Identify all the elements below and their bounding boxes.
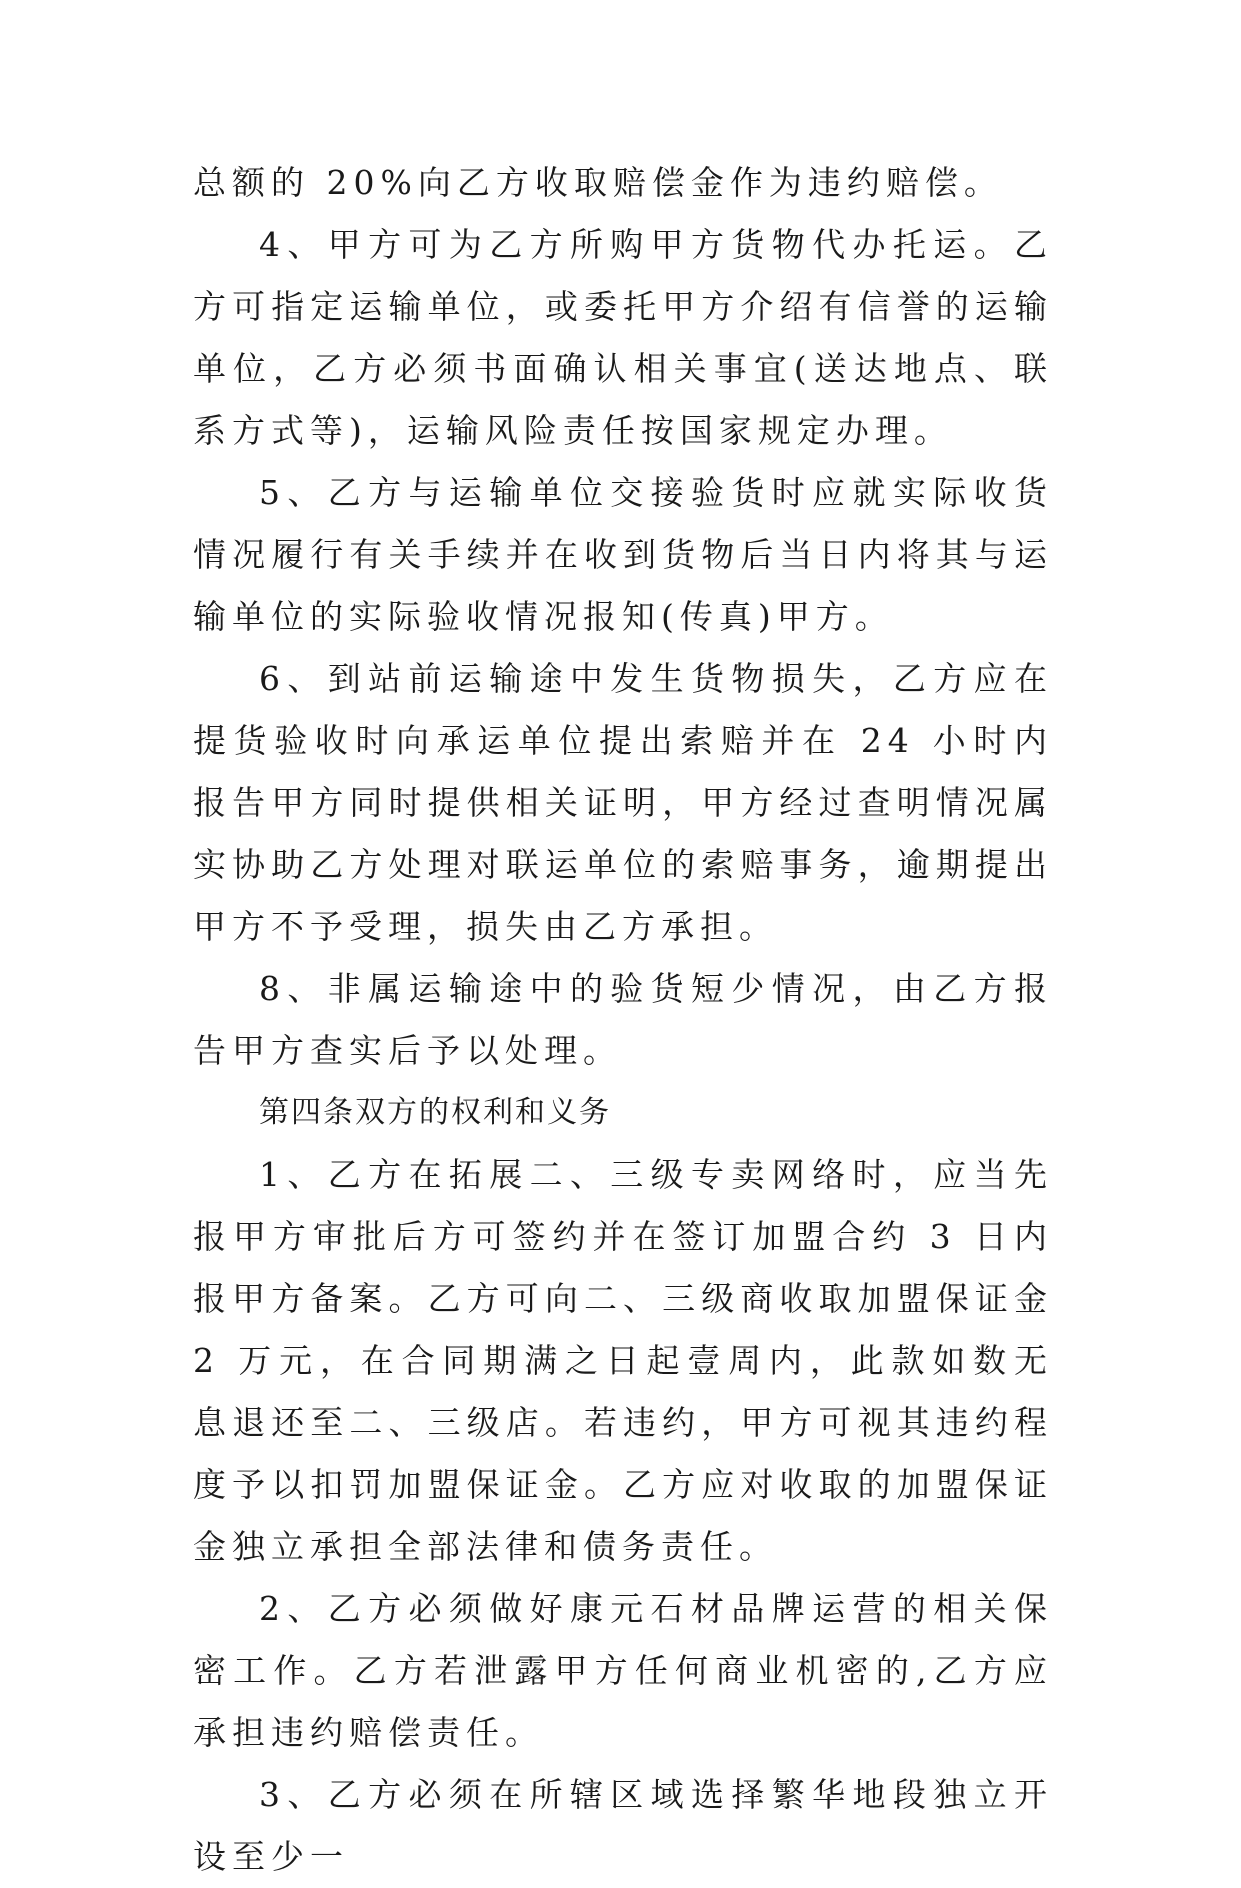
document-body bbox=[193, 152, 1053, 1888]
paragraph-article4-clause-1: 1、乙方在拓展二、三级专卖网络时，应当先报甲方审批后方可签约并在签订加盟合约 3 日内报甲方备案。乙方可向二、三级商收取加盟保证金 2 万元，在合同期满之日起壹周内，此款如数无息退还至二、三级店。若违约，甲方可视其违约程度予以扣罚加盟保证金。乙方应对收取的加盟保证金独立承担全部法律和债务责任。 bbox=[193, 1155, 1053, 1566]
paragraph-continuation: 总额的 20%向乙方收取赔偿金作为违约赔偿。 bbox=[193, 163, 1003, 202]
paragraph-clause-4: 4、甲方可为乙方所购甲方货物代办托运。乙方可指定运输单位，或委托甲方介绍有信誉的运输单位，乙方必须书面确认相关事宜(送达地点、联系方式等)，运输风险责任按国家规定办理。 bbox=[193, 225, 1053, 450]
paragraph-clause-8: 8、非属运输途中的验货短少情况，由乙方报告甲方查实后予以处理。 bbox=[193, 969, 1053, 1070]
paragraph-clause-5: 5、乙方与运输单位交接验货时应就实际收货情况履行有关手续并在收到货物后当日内将其与运输单位的实际验收情况报知(传真)甲方。 bbox=[193, 473, 1053, 636]
paragraph-article4-clause-3: 3、乙方必须在所辖区域选择繁华地段独立开设至少一 bbox=[193, 1775, 1053, 1876]
section-heading-article-4: 第四条双方的权利和义务 bbox=[259, 1095, 611, 1130]
paragraph-clause-6: 6、到站前运输途中发生货物损失，乙方应在提货验收时向承运单位提出索赔并在 24 小时内报告甲方同时提供相关证明，甲方经过查明情况属实协助乙方处理对联运单位的索赔事务，逾期提出甲方不予受理，损失由乙方承担。 bbox=[193, 659, 1053, 946]
paragraph-article4-clause-2: 2、乙方必须做好康元石材品牌运营的相关保密工作。乙方若泄露甲方任何商业机密的,乙方应承担违约赔偿责任。 bbox=[193, 1589, 1053, 1752]
